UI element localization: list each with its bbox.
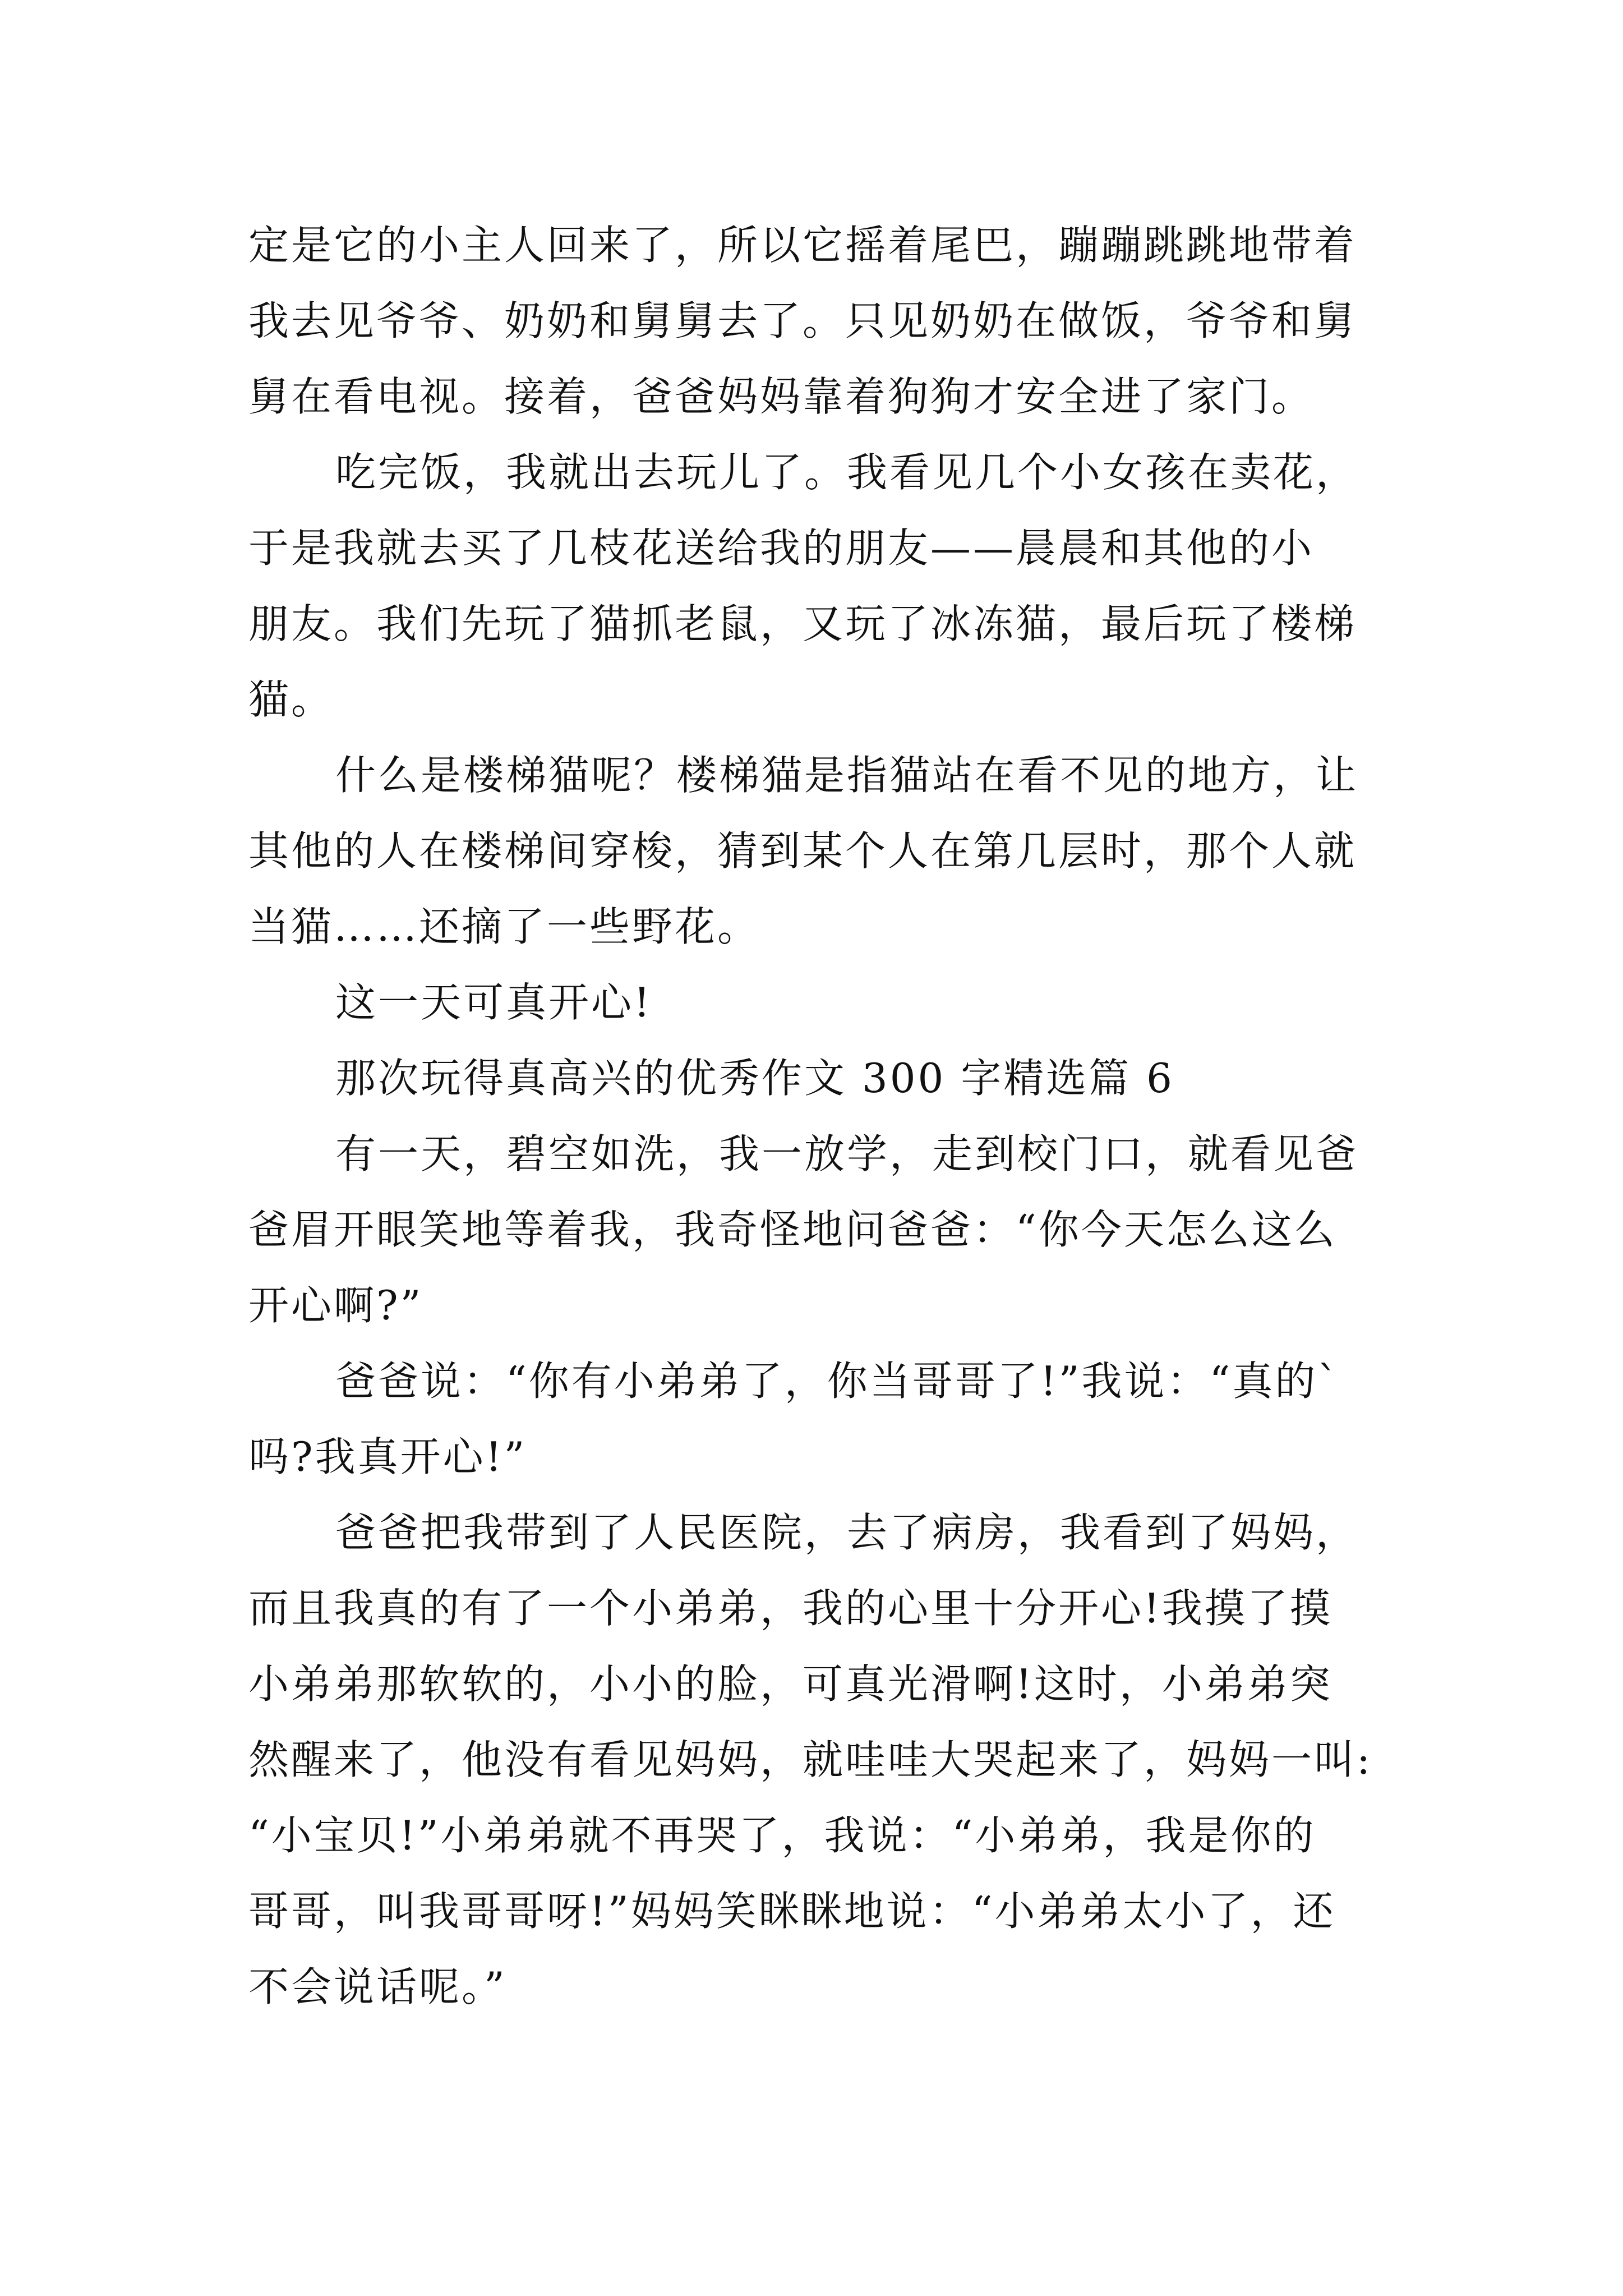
paragraph-3: 什么是楼梯猫呢？楼梯猫是指猫站在看不见的地方，让 其他的人在楼梯间穿梭，猜到某个人在第几层时，那个人就 当猫……还摘了一些野花。: [248, 752, 1359, 950]
paragraph-2: 吃完饭，我就出去玩儿了。我看见几个小女孩在卖花， 于是我就去买了几枝花送给我的朋友——晨晨和其他的小 朋友。我们先玩了猫抓老鼠，又玩了冰冻猫，最后玩了楼梯 猫。: [248, 449, 1359, 723]
paragraph-6: 有一天，碧空如洗，我一放学，走到校门口，就看见爸 爸眉开眼笑地等着我，我奇怪地问爸爸：“你今天怎么这么 开心啊?”: [248, 1130, 1359, 1329]
section-heading: 那次玩得真高兴的优秀作文 300 字精选篇 6: [335, 1055, 1174, 1102]
paragraph-1: 定是它的小主人回来了，所以它摇着尾巴，蹦蹦跳跳地带着 我去见爷爷、奶奶和舅舅去了。只见奶奶在做饭，爷爷和舅 舅在看电视。接着，爸爸妈妈靠着狗狗才安全进了家门。: [248, 222, 1357, 420]
paragraph-4: 这一天可真开心!: [335, 979, 652, 1026]
paragraph-8: 爸爸把我带到了人民医院，去了病房，我看到了妈妈， 而且我真的有了一个小弟弟，我的心里十分开心!我摸了摸 小弟弟那软软的，小小的脸，可真光滑啊!这时，小弟弟突 然醒来了，他没有看见妈妈，就哇哇大哭起来了，妈妈一叫: “小宝贝!”小弟弟就不再哭了，我说：“小弟弟，我是你的 哥哥，叫我哥哥呀!”妈妈笑眯眯地说：“小弟弟太小了，还 不会说话呢。”: [248, 1509, 1373, 2010]
paragraph-7: 爸爸说：“你有小弟弟了，你当哥哥了!”我说：“真的` 吗?我真开心!”: [248, 1358, 1340, 1480]
essay-body: [248, 208, 1381, 2025]
